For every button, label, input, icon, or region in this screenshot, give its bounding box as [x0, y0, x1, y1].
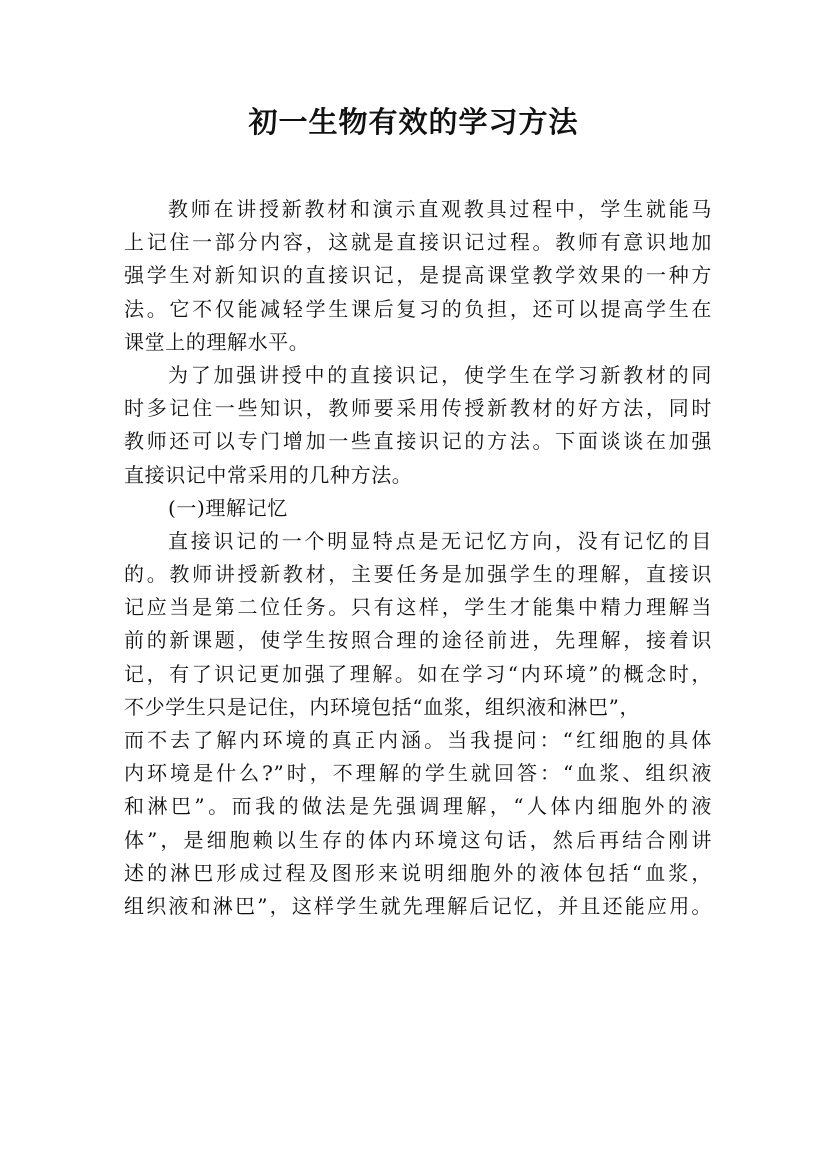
text-line: 直接识记中常采用的几种方法。 — [124, 462, 413, 487]
text-line: 上记住一部分内容，这就是直接识记过程。教师有意识地加 — [124, 230, 712, 255]
text-line: 体”，是细胞赖以生存的体内环境这句话，然后再结合刚讲 — [124, 827, 712, 852]
text-line: 组织液和淋巴”，这样学生就先理解后记忆，并且还能应用。 — [124, 893, 712, 918]
text-line: 记，有了识记更加强了理解。如在学习“内环境”的概念时， — [124, 661, 712, 686]
text-line: 而不去了解内环境的真正内涵。当我提问：“红细胞的具体 — [124, 728, 712, 752]
text-line: 教师在讲授新教材和演示直观教具过程中，学生就能马 — [168, 197, 712, 221]
text-line: 前的新课题，使学生按照合理的途径前进，先理解，接着识 — [124, 628, 712, 653]
document-title: 初一生物有效的学习方法 — [248, 105, 579, 139]
text-line: 的。教师讲授新教材，主要任务是加强学生的理解，直接识 — [124, 562, 712, 587]
text-line: 述的淋巴形成过程及图形来说明细胞外的液体包括“血浆， — [124, 860, 712, 885]
text-line: 为了加强讲授中的直接识记，使学生在学习新教材的同 — [168, 362, 712, 387]
text-line: 课堂上的理解水平。 — [124, 329, 310, 354]
document-body — [124, 193, 712, 923]
text-line: 强学生对新知识的直接识记，是提高课堂教学效果的一种方 — [124, 263, 712, 288]
text-line: 法。它不仅能减轻学生课后复习的负担，还可以提高学生在 — [124, 296, 712, 321]
text-line: 教师还可以专门增加一些直接识记的方法。下面谈谈在加强 — [124, 429, 712, 454]
text-line: 记应当是第二位任务。只有这样，学生才能集中精力理解当 — [124, 595, 712, 620]
text-line: (一)理解记忆 — [168, 495, 288, 520]
text-line: 不少学生只是记住，内环境包括“血浆，组织液和淋巴”， — [124, 694, 641, 719]
text-line: 和淋巴”。而我的做法是先强调理解，“人体内细胞外的液 — [124, 794, 712, 819]
text-line: 直接识记的一个明显特点是无记忆方向，没有记忆的目 — [168, 528, 712, 553]
text-line: 内环境是什么?”时，不理解的学生就回答：“血浆、组织液 — [124, 761, 712, 786]
text-line: 时多记住一些知识，教师要采用传授新教材的好方法，同时 — [124, 396, 712, 421]
